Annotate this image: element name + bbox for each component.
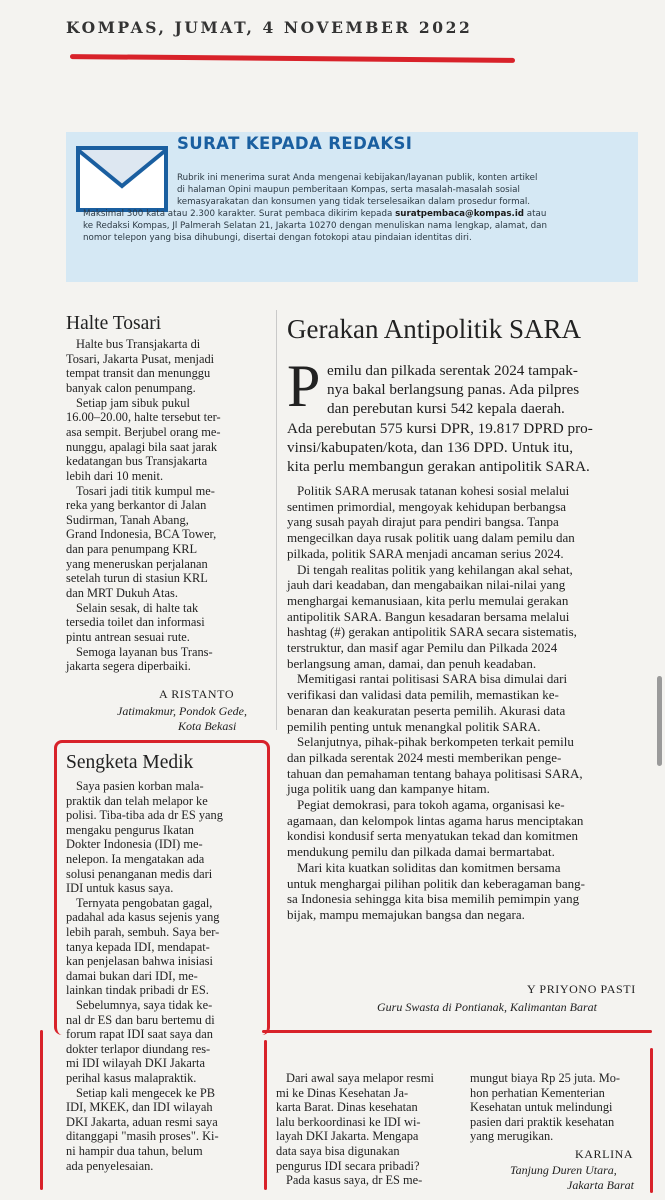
text-line: nelepon. Ia mengatakan ada: [66, 852, 205, 866]
text-line: Semoga layanan bus Trans-: [76, 644, 213, 659]
text-line: Sebelumnya, saya tidak ke-: [76, 998, 213, 1012]
text-line: perihal kasus malapraktik.: [66, 1071, 197, 1085]
scrollbar-thumb[interactable]: [657, 676, 662, 766]
text-line: karta Barat. Dinas kesehatan: [276, 1100, 418, 1115]
text-line: Dokter Indonesia (IDI) me-: [66, 837, 203, 852]
text-line: IDI untuk kasus saya.: [66, 881, 174, 896]
author-place: Jakarta Barat: [567, 1178, 634, 1192]
text-line: kondisi kondusif serta menyatukan tekad dan komitmen: [287, 828, 578, 844]
letter-title-sengketa-medik: Sengketa Medik: [66, 752, 194, 773]
author-name: KARLINA: [575, 1147, 634, 1161]
text-line: jauh dari keadaban, dan mengabaikan nilai-nilai yang: [287, 577, 566, 593]
text-line: tersedia toilet dan informasi: [66, 615, 205, 630]
text-line: setelah turun di stasiun KRL: [66, 571, 208, 586]
text-line: Sudirman, Tanah Abang,: [66, 512, 189, 527]
text-line: verifikasi dan validasi data pemilih, memastikan ke-: [287, 687, 559, 703]
author-name: A RISTANTO: [159, 687, 235, 701]
text-line: nya bakal berlangsung panas. Ada pilpres: [327, 381, 580, 399]
text-line: Halte bus Transjakarta di: [76, 337, 201, 351]
main-letter-title: Gerakan Antipolitik SARA: [287, 314, 581, 344]
text-line: Tosari jadi titik kumpul me-: [76, 483, 215, 498]
text-line: nal dr ES dan baru bertemu di: [66, 1012, 215, 1027]
column-divider: [276, 310, 277, 730]
banner-line: Rubrik ini menerima surat Anda mengenai kebijakan/layanan publik, konten artikel: [177, 173, 538, 183]
text-line: mengaku pengurus Ikatan: [66, 822, 194, 837]
text-line: sentimen primordial, mengoyak kehidupan berbangsa: [287, 498, 567, 514]
text-line: pengurus IDI secara pribadi?: [276, 1158, 420, 1173]
text-line: yang susah payah dirajut para pendiri bangsa. Tanpa: [287, 514, 559, 530]
text-line: damai bukan dari IDI, me-: [66, 968, 198, 983]
text-line: vinsi/kabupaten/kota, dan 136 DPD. Untuk itu,: [287, 438, 574, 456]
banner-line: kemasyarakatan dan konsumen yang tidak terselesaikan dalam prosedur formal.: [177, 197, 531, 207]
text-line: pilkada, politik SARA menjadi ancaman serius 2024.: [287, 545, 564, 561]
text-line: berlangsung aman, damai, dan penuh keadaban.: [287, 655, 537, 671]
text-line: praktik dan telah melapor ke: [66, 793, 208, 808]
red-annotation-line: [650, 1048, 653, 1193]
text-line: Setiap kali mengecek ke PB: [76, 1085, 216, 1100]
text-line: nunggu, apalagi bila saat jarak: [66, 439, 218, 454]
text-line: sa Indonesia sehingga kita bisa memilih pemimpin yang: [287, 891, 580, 907]
text-line: Mari kita kuatkan soliditas dan komitmen bersama: [297, 859, 561, 875]
text-line: agamaan, dan kelompok lintas agama harus menciptakan: [287, 812, 584, 828]
text-line: terstruktur, dan masif agar Pemilu dan Pilkada 2024: [287, 640, 558, 655]
text-line: ditanggapi "masih proses". Ki-: [66, 1129, 219, 1144]
red-annotation-line: [262, 1030, 652, 1033]
text-line: IDI, MKEK, dan IDI wilayah: [66, 1100, 213, 1115]
masthead-date: KOMPAS, JUMAT, 4 NOVEMBER 2022: [66, 18, 473, 37]
text-line: benaran dan keakuratan peserta pemilih. Akurasi data: [287, 702, 566, 718]
text-line: mi ke Dinas Kesehatan Ja-: [276, 1085, 409, 1100]
text-line: Memitigasi rantai politisasi SARA bisa dimulai dari: [297, 671, 568, 687]
text-line: emilu dan pilkada serentak 2024 tampak-: [327, 362, 578, 379]
text-line: dan pilkada serentak 2024 mesti memberikan penge-: [287, 749, 562, 765]
text-line: pemilih penting untuk menangkal politik SARA.: [287, 718, 541, 734]
text-line: hashtag (#) gerakan antipolitik SARA secara sistematis,: [287, 624, 577, 640]
text-line: yang merugikan.: [470, 1129, 554, 1144]
text-line: data saya bisa digunakan: [276, 1144, 400, 1158]
letter-title-halte-tosari: Halte Tosari: [66, 313, 162, 334]
text-line: tempat transit dan menunggu: [66, 366, 211, 381]
text-line: Selain sesak, di halte tak: [76, 600, 199, 615]
text-line: Pada kasus saya, dr ES me-: [286, 1173, 423, 1188]
text-line: hon perhatian Kementerian: [470, 1085, 605, 1100]
text-line: solusi penanganan medis dari: [66, 866, 213, 881]
banner-title: SURAT KEPADA REDAKSI: [177, 134, 413, 153]
banner-line: ke Redaksi Kompas, Jl Palmerah Selatan 21, Jakarta 10270 dengan menuliskan nama lengkap, alamat, dan: [83, 221, 547, 231]
text-line: kan penjelasan bahwa inisiasi: [66, 954, 213, 969]
text-line: menghargai kemanusiaan, kita perlu memulai gerakan: [287, 592, 569, 608]
text-line: Saya pasien korban mala-: [76, 779, 204, 793]
email-link[interactable]: suratpembaca@kompas.id: [395, 209, 525, 219]
red-underline-mark: [70, 54, 515, 63]
banner-line-text: Maksimal 300 kata atau 2.300 karakter. Surat pembaca dikirim kepada: [83, 209, 396, 219]
text-line: ada penyelesaian.: [66, 1158, 154, 1173]
text-line: mungut biaya Rp 25 juta. Mo-: [470, 1071, 621, 1085]
text-line: 16.00–20.00, halte tersebut ter-: [66, 410, 221, 425]
text-line: mi IDI wilayah DKI Jakarta: [66, 1056, 206, 1071]
text-line: dan perebutan kursi 542 kepala daerah.: [327, 400, 565, 418]
drop-cap: P: [287, 353, 321, 419]
text-line: juga politik uang dan kampanye hitam.: [287, 781, 490, 797]
text-line: forum rapat IDI saat saya dan: [66, 1027, 213, 1042]
text-line: lebih dari 10 menit.: [66, 468, 164, 483]
text-line: dan MRT Dukuh Atas.: [66, 586, 178, 601]
text-line: DKI Jakarta, aduan resmi saya: [66, 1114, 218, 1129]
red-annotation-line: [40, 1030, 43, 1190]
text-line: banyak calon penumpang.: [66, 380, 196, 395]
text-line: antipolitik SARA. Bangun kesadaran bersama melalui: [287, 608, 570, 624]
text-line: tahuan dan pemahaman tentang bahaya politisasi SARA,: [287, 765, 583, 781]
text-line: layah DKI Jakarta. Mengapa: [276, 1129, 419, 1144]
text-line: lalu berkoordinasi ke IDI wi-: [276, 1114, 421, 1129]
text-line: Ada perebutan 575 kursi DPR, 19.817 DPRD pro-: [287, 419, 593, 437]
author-name: Y PRIYONO PASTI: [527, 982, 636, 996]
author-place: Tanjung Duren Utara,: [510, 1163, 617, 1177]
text-line: kita perlu membangun gerakan antipolitik SARA.: [287, 458, 590, 475]
text-line: tanya kepada IDI, mendapat-: [66, 939, 210, 954]
text-line: Grand Indonesia, BCA Tower,: [66, 527, 217, 542]
text-line: Tosari, Jakarta Pusat, menjadi: [66, 351, 215, 366]
red-annotation-line: [264, 1040, 267, 1190]
banner-line: nomor telepon yang bisa dihubungi, disertai dengan fotokopi atau pindaian identitas diri.: [83, 233, 472, 243]
text-line: kedatangan bus Transjakarta: [66, 454, 208, 469]
author-place: Guru Swasta di Pontianak, Kalimantan Barat: [377, 1000, 598, 1014]
text-line: reka yang berkantor di Jalan: [66, 498, 207, 513]
text-line: pintu antrean sesuai rute.: [66, 630, 190, 644]
text-line: lainkan tindak pribadi dr ES.: [66, 983, 209, 998]
red-annotation-box: [54, 740, 270, 1035]
text-line: dokter terlapor diundang res-: [66, 1041, 211, 1056]
text-line: Pegiat demokrasi, para tokoh agama, organisasi ke-: [297, 797, 565, 812]
envelope-icon: [76, 140, 172, 216]
author-place: Kota Bekasi: [178, 719, 237, 733]
banner-line: di halaman Opini maupun pemberitaan Kompas, serta masalah-masalah sosial: [177, 185, 520, 195]
text-line: pasien dari praktik kesehatan: [470, 1114, 615, 1129]
banner-line-suffix: atau: [524, 209, 547, 219]
text-line: Ternyata pengobatan gagal,: [76, 895, 213, 910]
text-line: jakarta segera diperbaiki.: [66, 659, 191, 674]
text-line: asa sempit. Berjubel orang me-: [66, 424, 221, 439]
text-line: ni hampir dua tahun, belum: [66, 1144, 203, 1158]
text-line: mengecilkan daya rusak politik uang dalam pemilu dan: [287, 530, 575, 546]
text-line: padahal ada kasus sejenis yang: [66, 910, 220, 925]
author-place: Jatimakmur, Pondok Gede,: [117, 704, 247, 718]
text-line: yang meneruskan perjalanan: [66, 556, 208, 571]
text-line: mendukung pemilu dan pilkada damai bermartabat.: [287, 844, 555, 860]
text-line: Dari awal saya melapor resmi: [286, 1071, 434, 1085]
text-line: untuk menghargai pilihan politik dan keberagaman bang-: [287, 875, 585, 891]
text-line: Di tengah realitas politik yang kehilangan akal sehat,: [297, 561, 573, 577]
text-line: Setiap jam sibuk pukul: [76, 395, 190, 410]
text-line: Kesehatan untuk melindungi: [470, 1100, 613, 1115]
text-line: Politik SARA merusak tatanan kohesi sosial melalui: [297, 483, 570, 498]
banner-line: [83, 208, 546, 220]
text-line: Selanjutnya, pihak-pihak berkompeten terkait pemilu: [297, 734, 574, 750]
text-line: lebih parah, sembuh. Saya ber-: [66, 925, 220, 939]
text-line: polisi. Tiba-tiba ada dr ES yang: [66, 808, 223, 823]
text-line: dan para penumpang KRL: [66, 542, 198, 557]
text-line: bijak, mampu memajukan bangsa dan negara.: [287, 906, 525, 922]
